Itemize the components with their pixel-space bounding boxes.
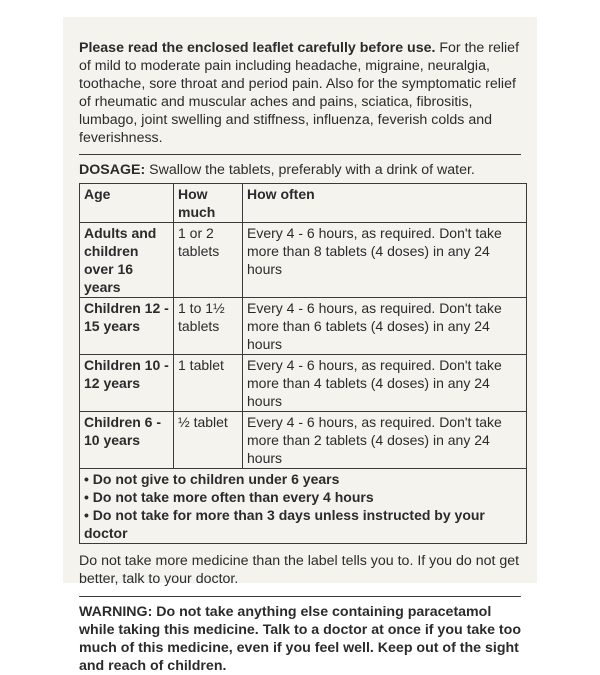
dosage-table [79, 183, 527, 544]
table-row [80, 412, 527, 469]
bullets-cell [80, 469, 527, 544]
bullet-item: • Do not give to children under 6 years [84, 471, 340, 487]
warning-paragraph: WARNING: Do not take anything else containing paracetamol while taking this medicine. Talk to a doctor at once if you take too much of this medicine, even if you feel well. Keep out of the sight and reach of children. [79, 604, 521, 674]
table-row [80, 298, 527, 355]
table-row [80, 223, 527, 298]
divider [79, 154, 521, 155]
cell-how-often: Every 4 - 6 hours, as required. Don't take more than 4 tablets (4 doses) in any 24 hours [243, 355, 527, 412]
cell-age: Children 12 - 15 years [80, 298, 174, 355]
cell-how-much: ½ tablet [174, 412, 243, 469]
dosage-line [79, 161, 521, 179]
cell-age: Adults and children over 16 years [80, 223, 174, 298]
intro-paragraph [79, 39, 521, 147]
table-header-row [80, 184, 527, 223]
cell-how-much: 1 to 1½ tablets [174, 298, 243, 355]
divider [79, 596, 521, 597]
cell-how-much: 1 or 2 tablets [174, 223, 243, 298]
cell-age: Children 6 - 10 years [80, 412, 174, 469]
table-row [80, 355, 527, 412]
header-age: Age [80, 184, 174, 223]
bullet-item: • Do not take for more than 3 days unless instructed by your doctor [84, 507, 485, 541]
cell-how-much: 1 tablet [174, 355, 243, 412]
intro-body: For the relief of mild to moderate pain including headache, migraine, neuralgia, toothache, sore throat and period pain. Also for the symptomatic relief of rheumatic and muscular aches and pains, sciatica, fibrositis, lumbago, joint swelling and stiffness, influenza, feverish colds and feverishness. [79, 40, 520, 146]
bullets-row [80, 469, 527, 544]
bullet-item: • Do not take more often than every 4 hours [84, 489, 374, 505]
intro-lead: Please read the enclosed leaflet carefully before use. [79, 40, 436, 56]
cell-how-often: Every 4 - 6 hours, as required. Don't take more than 8 tablets (4 doses) in any 24 hours [243, 223, 527, 298]
cell-how-often: Every 4 - 6 hours, as required. Don't take more than 2 tablets (4 doses) in any 24 hours [243, 412, 527, 469]
dosage-text: Swallow the tablets, preferably with a drink of water. [149, 162, 475, 178]
cell-age: Children 10 - 12 years [80, 355, 174, 412]
label-panel [63, 17, 537, 674]
header-how-often: How often [243, 184, 527, 223]
cell-how-often: Every 4 - 6 hours, as required. Don't take more than 6 tablets (4 doses) in any 24 hours [243, 298, 527, 355]
dosage-label: DOSAGE: [79, 162, 146, 178]
advice-paragraph: Do not take more medicine than the label tells you to. If you do not get better, talk to your doctor. [79, 553, 520, 587]
header-how-much: How much [174, 184, 243, 223]
